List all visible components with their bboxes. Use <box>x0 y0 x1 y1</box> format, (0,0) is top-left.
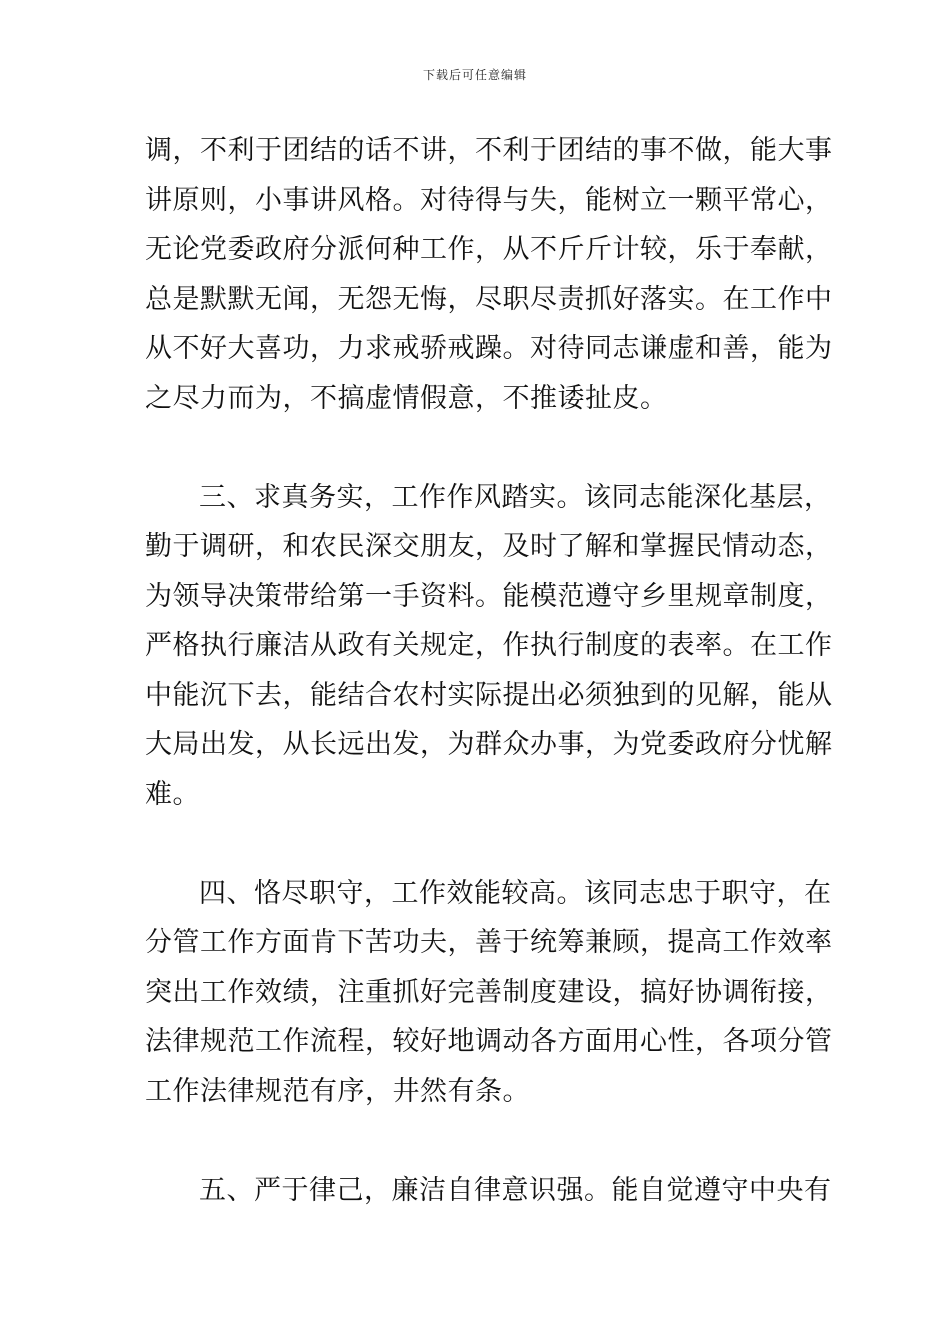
text-line: 法律规范工作流程，较好地调动各方面用心性，各项分管 <box>145 1026 833 1057</box>
paragraph-spacer <box>145 423 805 473</box>
text-line: 难。 <box>145 778 200 810</box>
text-line: 四、恪尽职守，工作效能较高。该同志忠于职守，在 <box>199 877 832 909</box>
text-line: 五、严于律己，廉洁自律意识强。能自觉遵守中央有 <box>199 1174 832 1206</box>
text-line: 为领导决策带给第一手资料。能模范遵守乡里规章制度， <box>145 580 833 612</box>
text-line: 三、求真务实，工作作风踏实。该同志能深化基层， <box>199 481 832 513</box>
text-line: 工作法律规范有序，井然有条。 <box>145 1075 530 1107</box>
text-line: 无论党委政府分派何种工作，从不斤斤计较，乐于奉献， <box>145 234 833 265</box>
paragraph-spacer <box>145 819 805 869</box>
text-line: 大局出发，从长远出发，为群众办事，为党委政府分忧解 <box>145 729 833 760</box>
paragraph-2 <box>145 473 833 820</box>
text-line: 总是默默无闻，无怨无悔，尽职尽责抓好落实。在工作中 <box>145 283 833 315</box>
text-line: 分管工作方面肯下苦功夫，善于统筹兼顾，提高工作效率 <box>145 927 833 958</box>
text-line: 中能沉下去，能结合农村实际提出必须独到的见解，能从 <box>145 679 833 711</box>
page-header: 下载后可任意编辑 <box>422 68 527 82</box>
document-body <box>145 126 833 1215</box>
text-line: 严格执行廉洁从政有关规定，作执行制度的表率。在工作 <box>145 630 833 661</box>
paragraph-1 <box>145 126 833 423</box>
text-line: 勤于调研，和农民深交朋友，及时了解和掌握民情动态， <box>145 531 833 562</box>
text-line: 从不好大喜功，力求戒骄戒躁。对待同志谦虚和善，能为 <box>145 333 833 364</box>
paragraph-4 <box>145 1166 832 1216</box>
paragraph-3 <box>145 869 833 1117</box>
text-line: 之尽力而为，不搞虚情假意，不推诿扯皮。 <box>145 382 668 414</box>
text-line: 突出工作效绩，注重抓好完善制度建设，搞好协调衔接， <box>145 976 833 1008</box>
paragraph-spacer <box>145 1116 805 1166</box>
text-line: 调，不利于团结的话不讲，不利于团结的事不做，能大事 <box>145 135 833 166</box>
text-line: 讲原则，小事讲风格。对待得与失，能树立一颗平常心， <box>145 184 833 216</box>
